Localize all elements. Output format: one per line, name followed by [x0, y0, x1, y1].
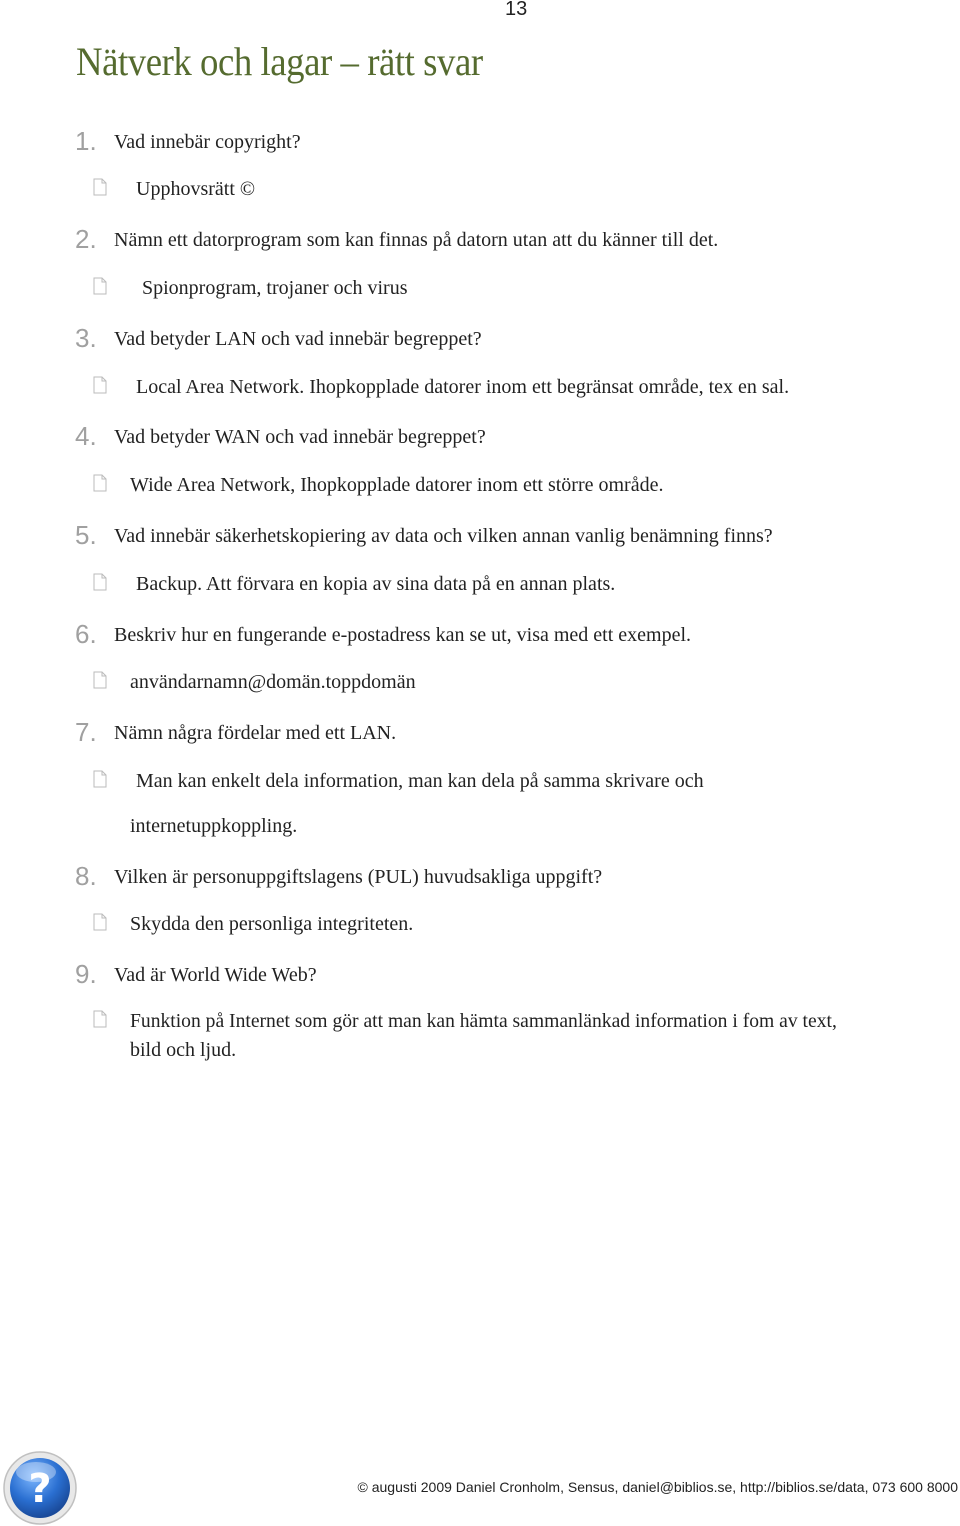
document-icon: [93, 474, 107, 492]
question-number: 7.: [75, 717, 97, 747]
answer-text: Backup. Att förvara en kopia av sina data på en annan plats.: [136, 573, 616, 595]
answer-text: användarnamn@domän.toppdomän: [130, 671, 416, 693]
question-text: Vilken är personuppgiftslagens (PUL) huvudsakliga uppgift?: [114, 866, 603, 888]
question-text: Vad betyder WAN och vad innebär begreppet?: [114, 426, 486, 448]
answer-text: Spionprogram, trojaner och virus: [142, 277, 408, 299]
footer-copyright: © augusti 2009 Daniel Cronholm, Sensus, daniel@biblios.se, http://biblios.se/data, 073 600 8000: [357, 1479, 958, 1495]
question-text: Vad är World Wide Web?: [114, 964, 317, 986]
document-icon: [93, 671, 107, 689]
question-number: 8.: [75, 861, 97, 891]
question-text: Beskriv hur en fungerande e-postadress kan se ut, visa med ett exempel.: [114, 624, 692, 646]
question-text: Vad innebär copyright?: [114, 131, 301, 153]
answer-text: Upphovsrätt ©: [136, 178, 256, 200]
question-text: Nämn några fördelar med ett LAN.: [114, 722, 397, 744]
help-icon: [2, 1450, 78, 1526]
question-text: Vad innebär säkerhetskopiering av data och vilken annan vanlig benämning finns?: [114, 525, 773, 547]
document-icon: [93, 770, 107, 788]
page-title: Nätverk och lagar – rätt svar: [76, 39, 483, 84]
answer-text: Man kan enkelt dela information, man kan dela på samma skrivare och: [136, 770, 704, 792]
document-icon: [93, 573, 107, 591]
question-text: Nämn ett datorprogram som kan finnas på datorn utan att du känner till det.: [114, 229, 719, 251]
answer-text-continued: internetuppkoppling.: [130, 815, 298, 837]
question-number: 1.: [75, 126, 97, 156]
answer-text-continued: bild och ljud.: [130, 1039, 237, 1061]
document-icon: [93, 277, 107, 295]
question-text: Vad betyder LAN och vad innebär begreppet?: [114, 328, 482, 350]
question-number: 4.: [75, 421, 97, 451]
document-icon: [93, 913, 107, 931]
answer-text: Local Area Network. Ihopkopplade datorer inom ett begränsat område, tex en sal.: [136, 376, 790, 398]
answer-text: Skydda den personliga integriteten.: [130, 913, 414, 935]
document-icon: [93, 1010, 107, 1028]
question-number: 2.: [75, 224, 97, 254]
question-number: 9.: [75, 959, 97, 989]
page-number: 13: [505, 0, 528, 20]
svg-text:?: ?: [28, 1466, 52, 1512]
question-number: 6.: [75, 619, 97, 649]
document-icon: [93, 376, 107, 394]
question-number: 3.: [75, 323, 97, 353]
question-number: 5.: [75, 520, 97, 550]
answer-text: Wide Area Network, Ihopkopplade datorer inom ett större område.: [130, 474, 664, 496]
answer-text: Funktion på Internet som gör att man kan hämta sammanlänkad information i fom av text,: [130, 1011, 837, 1032]
document-icon: [93, 178, 107, 196]
